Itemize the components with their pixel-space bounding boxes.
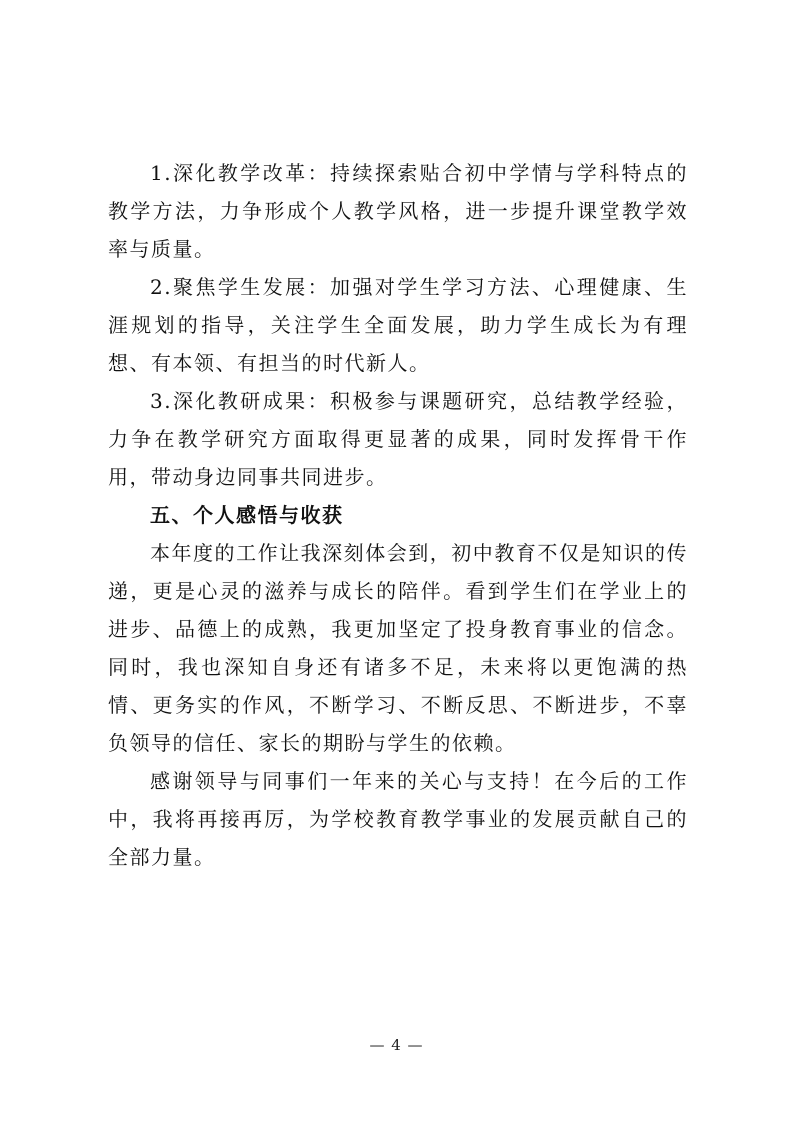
page-number: — 4 —	[369, 1036, 424, 1054]
plan-item-research-results: 3.深化教研成果：积极参与课题研究，总结教学经验，力争在教学研究方面取得更显著的成果，同时发挥骨干作用，带动身边同事共同进步。	[108, 389, 688, 489]
document-body	[108, 154, 688, 876]
plan-item-teaching-reform: 1.深化教学改革：持续探索贴合初中学情与学科特点的教学方法，力争形成个人教学风格，进一步提升课堂教学效率与质量。	[108, 161, 688, 261]
section-heading: 五、个人感悟与收获	[150, 503, 344, 527]
reflection-paragraph: 本年度的工作让我深刻体会到，初中教育不仅是知识的传递，更是心灵的滋养与成长的陪伴。看到学生们在学业上的进步、品德上的成熟，我更加坚定了投身教育事业的信念。同时，我也深知自身还有诸多不足，未来将以更饱满的热情、更务实的作风，不断学习、不断反思、不断进步，不辜负领导的信任、家长的期盼与学生的依赖。	[108, 541, 688, 755]
plan-item-student-development: 2.聚焦学生发展：加强对学生学习方法、心理健康、生涯规划的指导，关注学生全面发展，助力学生成长为有理想、有本领、有担当的时代新人。	[108, 275, 688, 375]
thanks-paragraph: 感谢领导与同事们一年来的关心与支持！在今后的工作中，我将再接再厉，为学校教育教学事业的发展贡献自己的全部力量。	[108, 769, 688, 869]
